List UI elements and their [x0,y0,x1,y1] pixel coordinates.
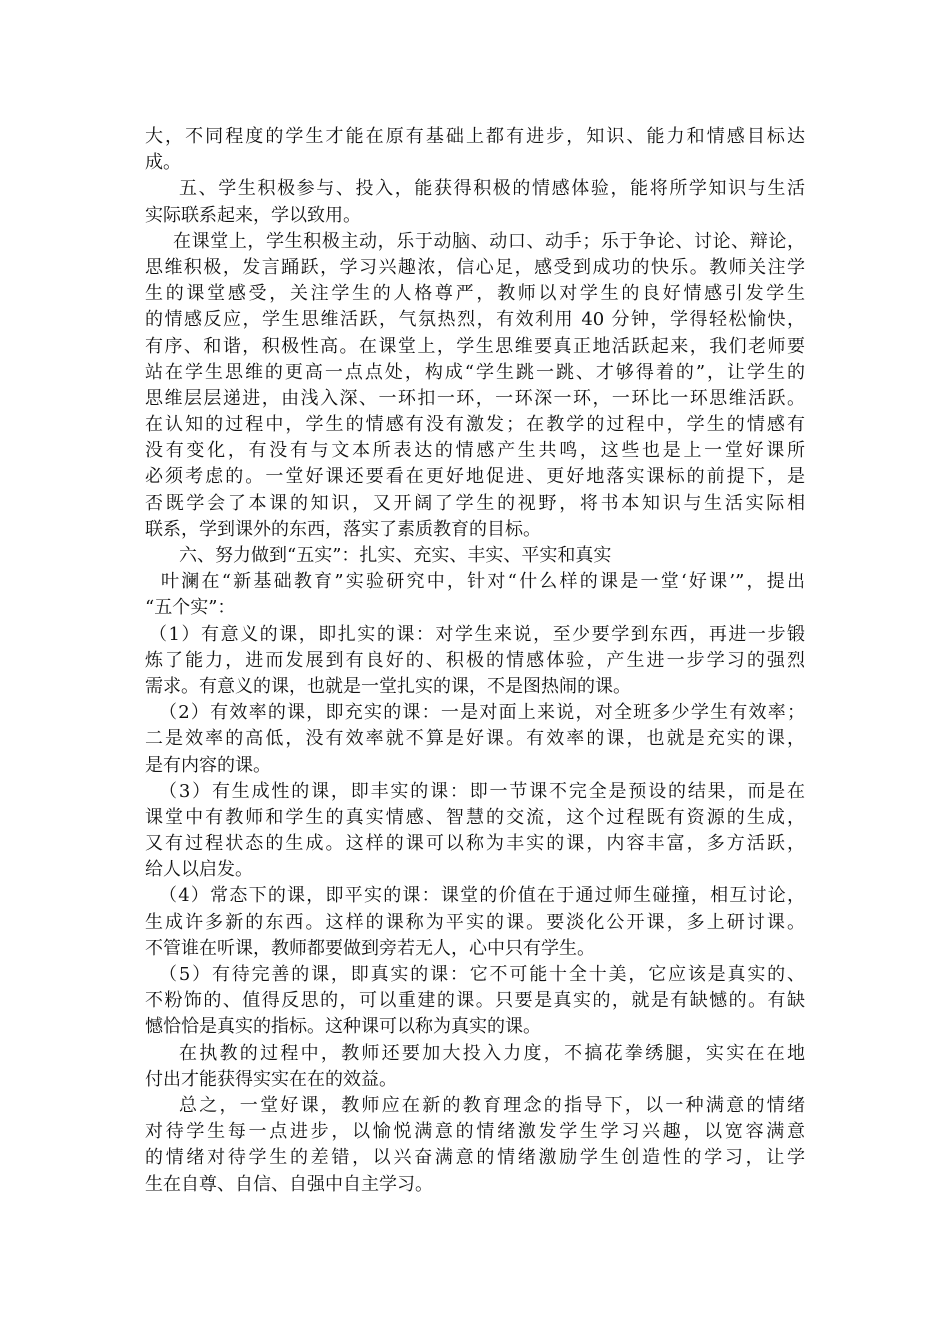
text-line: 在执教的过程中，教师还要加大投入力度，不搞花拳绣腿，实实在在地 [179,1042,805,1064]
text-line: “五个实”： [145,597,236,619]
text-line: 实际联系起来，学以致用。 [145,204,361,226]
text-line: 给人以启发。 [145,859,253,881]
text-line: 六、努力做到“五实”：扎实、充实、丰实、平实和真实 [179,545,612,566]
text-line: （2）有效率的课，即充实的课：一是对面上来说，对全班多少学生有效率； [159,702,805,724]
text-line: 思维积极，发言踊跃，学习兴趣浓，信心足，感受到成功的快乐。教师关注学 [145,256,805,278]
text-line: 的情绪对待学生的差错，以兴奋满意的情绪激励学生创造性的学习，让学 [145,1147,805,1169]
text-line: 否既学会了本课的知识，又开阔了学生的视野，将书本知识与生活实际相 [145,492,805,514]
text-line: 总之，一堂好课，教师应在新的教育理念的指导下，以一种满意的情绪 [179,1094,805,1116]
text-line: 大，不同程度的学生才能在原有基础上都有进步，知识、能力和情感目标达 [145,126,805,147]
text-line: 炼了能力，进而发展到有良好的、积极的情感体验，产生进一步学习的强烈 [145,649,805,671]
text-line: （3）有生成性的课，即丰实的课：即一节课不完全是预设的结果，而是在 [159,780,805,802]
text-line: 对待学生每一点进步，以愉悦满意的情绪激发学生学习兴趣，以宽容满意 [145,1121,805,1143]
text-line: 站在学生思维的更高一点点处，构成“学生跳一跳、才够得着的”，让学生的 [145,361,805,383]
text-line: 叶澜在“新基础教育”实验研究中，针对“什么样的课是一堂‘好课’”，提出 [161,571,805,593]
text-line: 是有内容的课。 [145,754,271,776]
text-line: 没有变化，有没有与文本所表达的情感产生共鸣，这些也是上一堂好课所 [145,440,805,462]
text-line: 需求。有意义的课，也就是一堂扎实的课，不是图热闹的课。 [145,675,631,697]
text-line: 有序、和谐，积极性高。在课堂上，学生思维要真正地活跃起来，我们老师要 [145,335,805,357]
text-line: 不管谁在听课，教师都要做到旁若无人，心中只有学生。 [145,937,595,959]
text-line: 在认知的过程中，学生的情感有没有激发；在教学的过程中，学生的情感有 [145,414,805,436]
text-line: 五、学生积极参与、投入，能获得积极的情感体验，能将所学知识与生活 [179,178,805,200]
text-line: （4）常态下的课，即平实的课：课堂的价值在于通过师生碰撞，相互讨论， [159,885,805,907]
text-line: 又有过程状态的生成。这样的课可以称为丰实的课，内容丰富，多方活跃， [145,833,805,855]
text-line: 二是效率的高低，没有效率就不算是好课。有效率的课，也就是充实的课， [145,728,805,750]
text-line: （5）有待完善的课，即真实的课：它不可能十全十美，它应该是真实的、 [159,964,805,985]
text-line: 生在自尊、自信、自强中自主学习。 [145,1173,433,1195]
text-line: 课堂中有教师和学生的真实情感、智慧的交流，这个过程既有资源的生成， [145,806,805,828]
text-line: （1）有意义的课，即扎实的课：对学生来说，至少要学到东西，再进一步锻 [149,623,805,645]
text-line: 必须考虑的。一堂好课还要看在更好地促进、更好地落实课标的前提下，是 [145,466,805,488]
text-line: 成。 [145,152,181,174]
text-line: 联系，学到课外的东西，落实了素质教育的目标。 [145,518,541,540]
text-line: 生成许多新的东西。这样的课称为平实的课。要淡化公开课，多上研讨课。 [145,911,805,933]
body-text [145,124,805,1198]
text-line: 的情感反应，学生思维活跃，气氛热烈，有效利用 40 分钟，学得轻松愉快， [145,309,805,331]
text-line: 生的课堂感受，关注学生的人格尊严，教师以对学生的良好情感引发学生 [145,283,805,305]
text-line: 付出才能获得实实在在的效益。 [145,1068,397,1090]
text-line: 憾恰恰是真实的指标。这种课可以称为真实的课。 [145,1016,541,1038]
text-line: 思维层层递进，由浅入深、一环扣一环，一环深一环，一环比一环思维活跃。 [145,387,805,409]
text-line: 不粉饰的、值得反思的，可以重建的课。只要是真实的，就是有缺憾的。有缺 [145,990,805,1012]
text-line: 在课堂上，学生积极主动，乐于动脑、动口、动手；乐于争论、讨论、辩论， [173,230,805,252]
